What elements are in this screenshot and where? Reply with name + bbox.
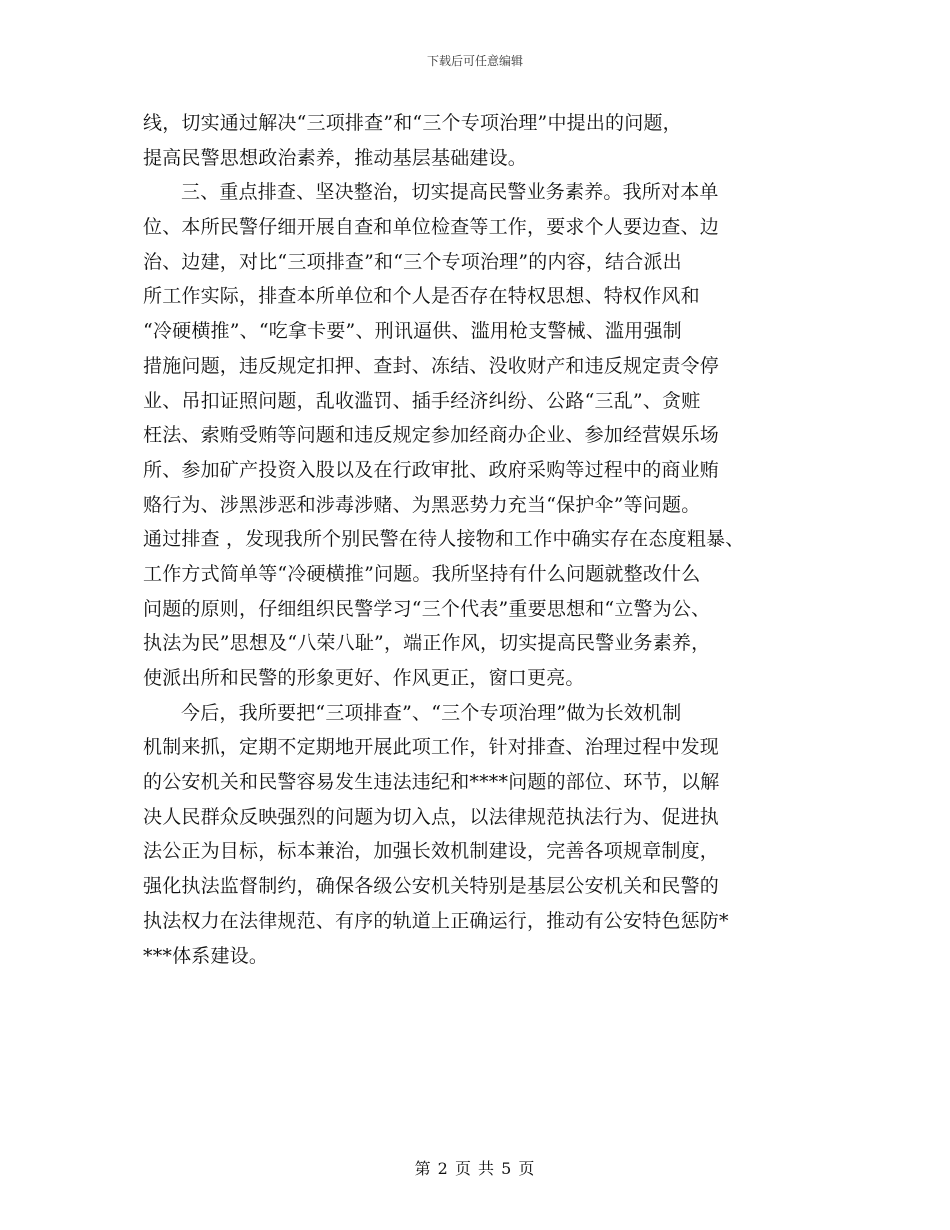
text-line: 法公正为目标，标本兼治，加强长效机制建设，完善各项规章制度， <box>143 840 720 863</box>
text-line: 提高民警思想政治素养，推动基层基础建设。 <box>143 146 528 169</box>
text-line: 通过排查 ，发现我所个别民警在待人接物和工作中确实存在态度粗暴、 <box>143 528 745 551</box>
text-line: 枉法、索贿受贿等问题和违反规定参加经商办企业、参加经营娱乐场 <box>143 424 720 447</box>
text-line: 问题的原则，仔细组织民警学习“三个代表”重要思想和“立警为公、 <box>143 597 711 620</box>
text-line: 位、本所民警仔细开展自查和单位检查等工作，要求个人要边查、边 <box>143 216 720 239</box>
text-line: “冷硬横推”、“吃拿卡要”、刑讯逼供、滥用枪支警械、滥用强制 <box>143 320 682 343</box>
text-line: 所工作实际，排查本所单位和个人是否存在特权思想、特权作风和 <box>143 285 700 308</box>
document-body <box>143 106 823 973</box>
text-line: 今后，我所要把“三项排查”、“三个专项治理”做为长效机制 <box>181 701 682 724</box>
text-line: 工作方式简单等“冷硬横推”问题。我所坚持有什么问题就整改什么 <box>143 562 701 585</box>
text-line: 机制来抓，定期不定期地开展此项工作，针对排查、治理过程中发现 <box>143 736 720 759</box>
text-line: 使派出所和民警的形象更好、作风更正，窗口更亮。 <box>143 667 585 689</box>
text-line: ***体系建设。 <box>143 944 269 967</box>
page-footer: 第 2 页 共 5 页 <box>414 1159 536 1178</box>
text-line: 执法权力在法律规范、有序的轨道上正确运行，推动有公安特色惩防* <box>143 909 729 932</box>
text-line: 执法为民”思想及“八荣八耻”，端正作风，切实提高民警业务素养， <box>143 632 711 655</box>
text-line: 措施问题，违反规定扣押、查封、冻结、没收财产和违反规定责令停 <box>143 354 720 377</box>
page-header: 下载后可任意编辑 <box>426 54 523 68</box>
text-line: 的公安机关和民警容易发生违法违纪和****问题的部位、环节，以解 <box>143 771 720 794</box>
text-line: 赂行为、涉黑涉恶和涉毒涉赌、为黑恶势力充当“保护伞”等问题。 <box>143 493 701 516</box>
text-line: 线，切实通过解决“三项排查”和“三个专项治理”中提出的问题， <box>143 112 682 134</box>
text-line: 业、吊扣证照问题，乱收滥罚、插手经济纠纷、公路“三乱”、贪赃 <box>143 389 701 412</box>
text-line: 强化执法监督制约，确保各级公安机关特别是基层公安机关和民警的 <box>143 875 720 898</box>
text-line: 决人民群众反映强烈的问题为切入点，以法律规范执法行为、促进执 <box>143 805 720 828</box>
text-line: 三、重点排查、坚决整治，切实提高民警业务素养。我所对本单 <box>181 181 719 204</box>
text-line: 治、边建，对比“三项排查”和“三个专项治理”的内容，结合派出 <box>143 250 682 273</box>
text-line: 所、参加矿产投资入股以及在行政审批、政府采购等过程中的商业贿 <box>143 458 720 481</box>
